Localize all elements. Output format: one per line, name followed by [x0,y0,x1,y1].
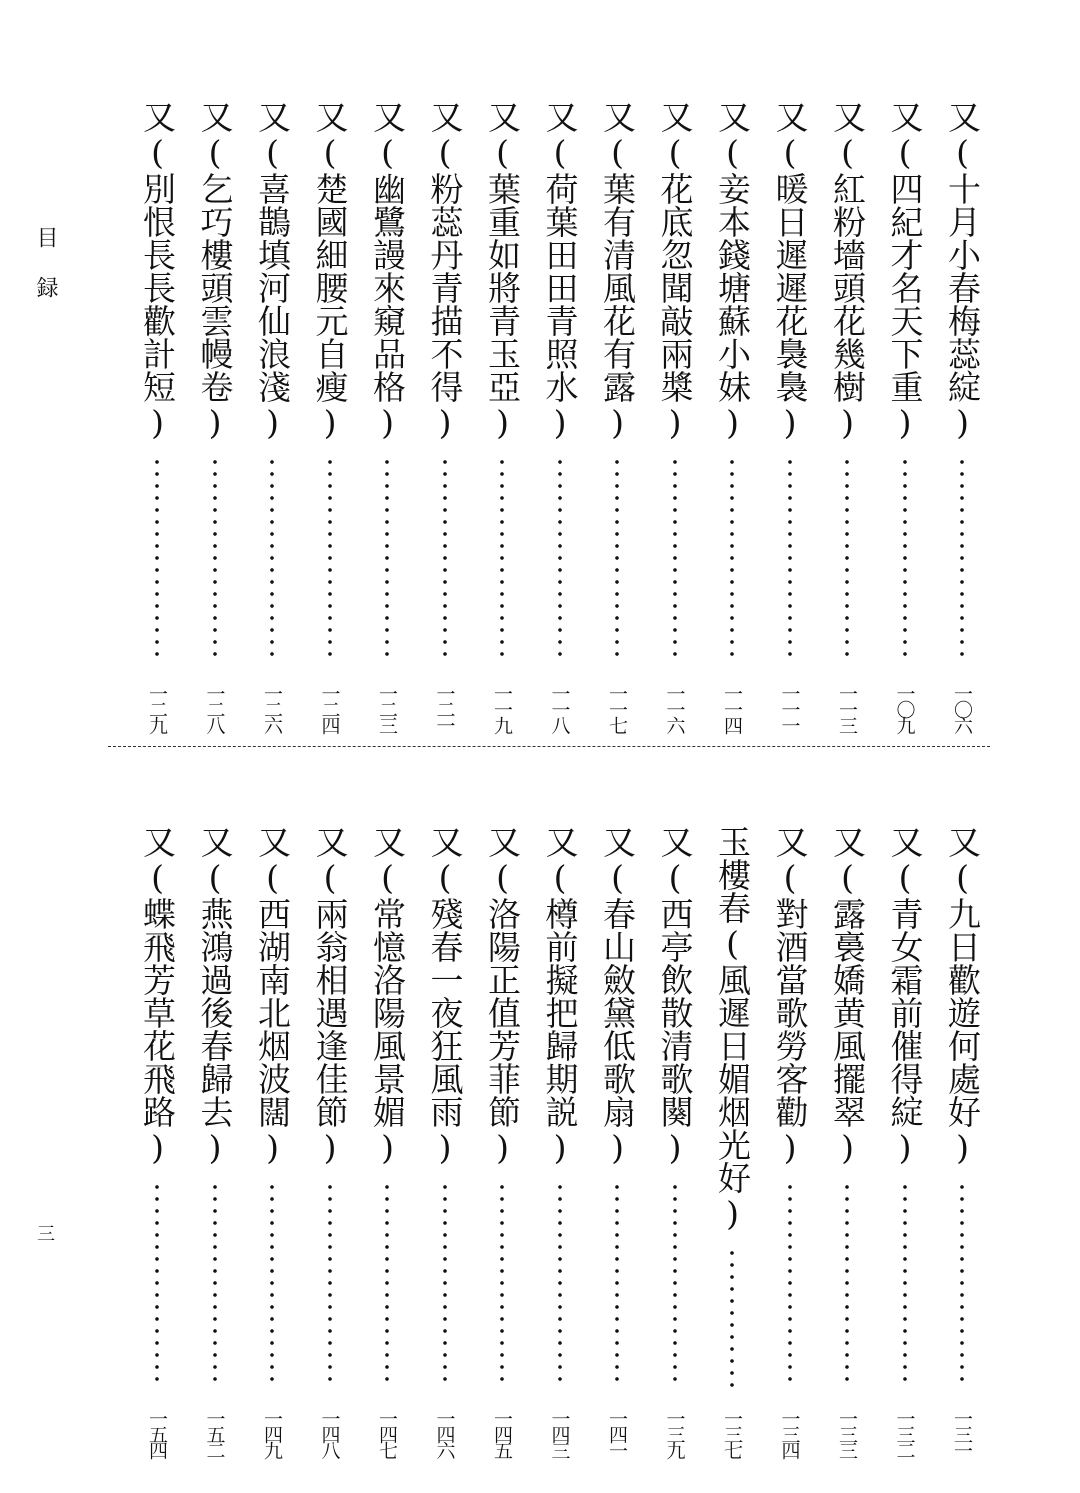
toc-entry-title: 又(青女霜前催得綻) [885,825,925,1167]
toc-entry[interactable] [244,100,300,740]
toc-entry-page: 一五二 [203,1409,226,1457]
toc-entry-page: 一二六 [261,684,283,732]
toc-entry[interactable] [359,825,415,1465]
toc-entry[interactable] [762,100,818,740]
toc-entry-page: 一五四 [146,1409,168,1457]
dot-leader [500,1181,504,1387]
toc-entry[interactable] [129,100,185,740]
dot-leader [328,1181,332,1387]
toc-entry-title: 又(西湖南北烟波闊) [253,825,292,1167]
toc-entry-page: 一二九 [146,684,168,732]
toc-entry[interactable] [589,100,645,740]
toc-entry[interactable] [532,100,588,740]
toc-entry-title: 又(四紀才名天下重) [885,100,925,442]
toc-entry-page: 一三七 [721,1409,743,1457]
toc-entry[interactable] [474,100,530,740]
toc-entry[interactable] [877,100,933,740]
toc-entry-title: 又(喜鵲填河仙浪淺) [253,100,292,442]
dot-leader [960,456,964,662]
toc-entry[interactable] [877,825,933,1465]
side-label: 目録 [33,226,58,326]
dot-leader [155,456,159,662]
toc-entry[interactable] [934,100,990,740]
dot-leader [615,456,619,662]
dot-leader [558,1181,562,1387]
toc-entry-page: 一四一 [606,1409,628,1457]
dot-leader [730,456,734,662]
toc-entry-title: 又(兩翁相遇逢佳節) [310,825,350,1167]
toc-entry[interactable] [244,825,300,1465]
toc-entry[interactable] [129,825,185,1465]
toc-entry[interactable] [647,825,703,1465]
toc-entry-title: 又(洛陽正值芳菲節) [483,825,522,1167]
toc-entry-page: 一〇九 [893,684,916,732]
toc-entry-page: 一一三 [836,684,858,732]
toc-entry[interactable] [187,825,243,1465]
toc-entry[interactable] [187,100,243,740]
toc-entry-page: 一一四 [721,684,743,732]
toc-entry-page: 一四七 [376,1409,398,1457]
toc-entry[interactable] [762,825,818,1465]
dot-leader [500,456,504,662]
toc-entry-title: 又(楚國細腰元自瘦) [310,100,350,442]
dot-leader [385,456,389,662]
toc-entry-title: 又(葉有清風花有露) [598,100,637,442]
dot-leader [730,1247,734,1387]
dot-leader [788,456,792,662]
dot-leader [213,1181,217,1387]
toc-entry[interactable] [302,825,358,1465]
dot-leader [960,1181,964,1387]
toc-entry[interactable] [704,825,760,1465]
toc-entry-title: 又(春山斂黛低歌扇) [598,825,637,1167]
toc-entry-title: 又(西亭飲散清歌闋) [655,825,695,1167]
toc-entry-title: 又(露裛嬌黄風擺翠) [828,825,867,1167]
toc-entry-title: 又(十月小春梅蕊綻) [943,100,982,442]
toc-entry-title: 又(粉蕊丹青描不得) [425,100,465,442]
toc-entry[interactable] [359,100,415,740]
toc-entry-title: 又(別恨長長歡計短) [138,100,177,442]
toc-entry-page: 一四五 [491,1409,513,1457]
toc-entry[interactable] [417,100,473,740]
toc-entry-page: 一一六 [663,684,686,732]
page-number: 三 [34,1224,55,1242]
toc-entry-title: 又(燕鴻過後春歸去) [195,825,235,1167]
section-divider [108,746,990,747]
toc-entry-page: 一一一 [778,684,801,732]
dot-leader [788,1181,792,1387]
toc-entry-page: 一三四 [778,1409,801,1457]
toc-entry-page: 一三三 [836,1409,858,1457]
toc-entry-title: 又(葉重如將青玉亞) [483,100,522,442]
dot-leader [385,1181,389,1387]
dot-leader [615,1181,619,1387]
dot-leader [328,456,332,662]
dot-leader [270,456,274,662]
toc-entry-page: 一一八 [548,684,571,732]
dot-leader [673,456,677,662]
dot-leader [155,1181,159,1387]
toc-top-section [110,100,990,740]
toc-entry-title: 又(樽前擬把歸期説) [540,825,580,1167]
dot-leader [558,456,562,662]
toc-entry-title: 又(紅粉墻頭花幾樹) [828,100,867,442]
toc-entry[interactable] [302,100,358,740]
toc-entry-page: 一〇六 [951,684,973,732]
dot-leader [903,456,907,662]
toc-entry-page: 一二三 [376,684,398,732]
toc-entry-title: 又(蝶飛芳草花飛路) [138,825,177,1167]
toc-entry-title: 又(花底忽聞敲兩槳) [655,100,695,442]
toc-entry-title: 又(暖日遲遲花裊裊) [770,100,810,442]
toc-entry-title: 又(對酒當歌勞客勸) [770,825,810,1167]
toc-entry-page: 一二八 [203,684,226,732]
toc-entry-title: 又(殘春一夜狂風雨) [425,825,465,1167]
dot-leader [845,1181,849,1387]
toc-entry[interactable] [934,825,990,1465]
toc-entry-page: 一三九 [663,1409,686,1457]
toc-entry-title: 又(幽鷺謾來窺品格) [368,100,407,442]
dot-leader [213,456,217,662]
toc-bottom-section [110,825,990,1465]
dot-leader [443,1181,447,1387]
toc-entry-title: 又(荷葉田田青照水) [540,100,580,442]
toc-entry[interactable] [589,825,645,1465]
toc-entry[interactable] [417,825,473,1465]
toc-entry-page: 一三二 [893,1409,916,1457]
toc-entry-page: 一三一 [951,1409,973,1457]
dot-leader [270,1181,274,1387]
toc-entry-page: 一四三 [548,1409,571,1457]
toc-entry[interactable] [647,100,703,740]
toc-entry[interactable] [819,100,875,740]
toc-entry-page: 一四八 [318,1409,341,1457]
toc-entry-title: 又(常憶洛陽風景媚) [368,825,407,1167]
toc-entry[interactable] [474,825,530,1465]
toc-entry-title: 又(九日歡遊何處好) [943,825,982,1167]
toc-entry-page: 一一七 [606,684,628,732]
toc-entry-page: 一二四 [318,684,341,732]
toc-entry[interactable] [704,100,760,740]
dot-leader [903,1181,907,1387]
toc-entry-title: 又(妾本錢塘蘇小妹) [713,100,752,442]
dot-leader [443,456,447,662]
toc-entry-page: 一四九 [261,1409,283,1457]
toc-entry[interactable] [819,825,875,1465]
toc-entry-title: 玉樓春(風遲日媚烟光好) [713,825,752,1233]
toc-entry-page: 一二一 [433,684,456,732]
toc-entry-title: 又(乞巧樓頭雲幔卷) [195,100,235,442]
toc-entry-page: 一四六 [433,1409,456,1457]
dot-leader [673,1181,677,1387]
dot-leader [845,456,849,662]
toc-entry-page: 一一九 [491,684,513,732]
toc-entry[interactable] [532,825,588,1465]
